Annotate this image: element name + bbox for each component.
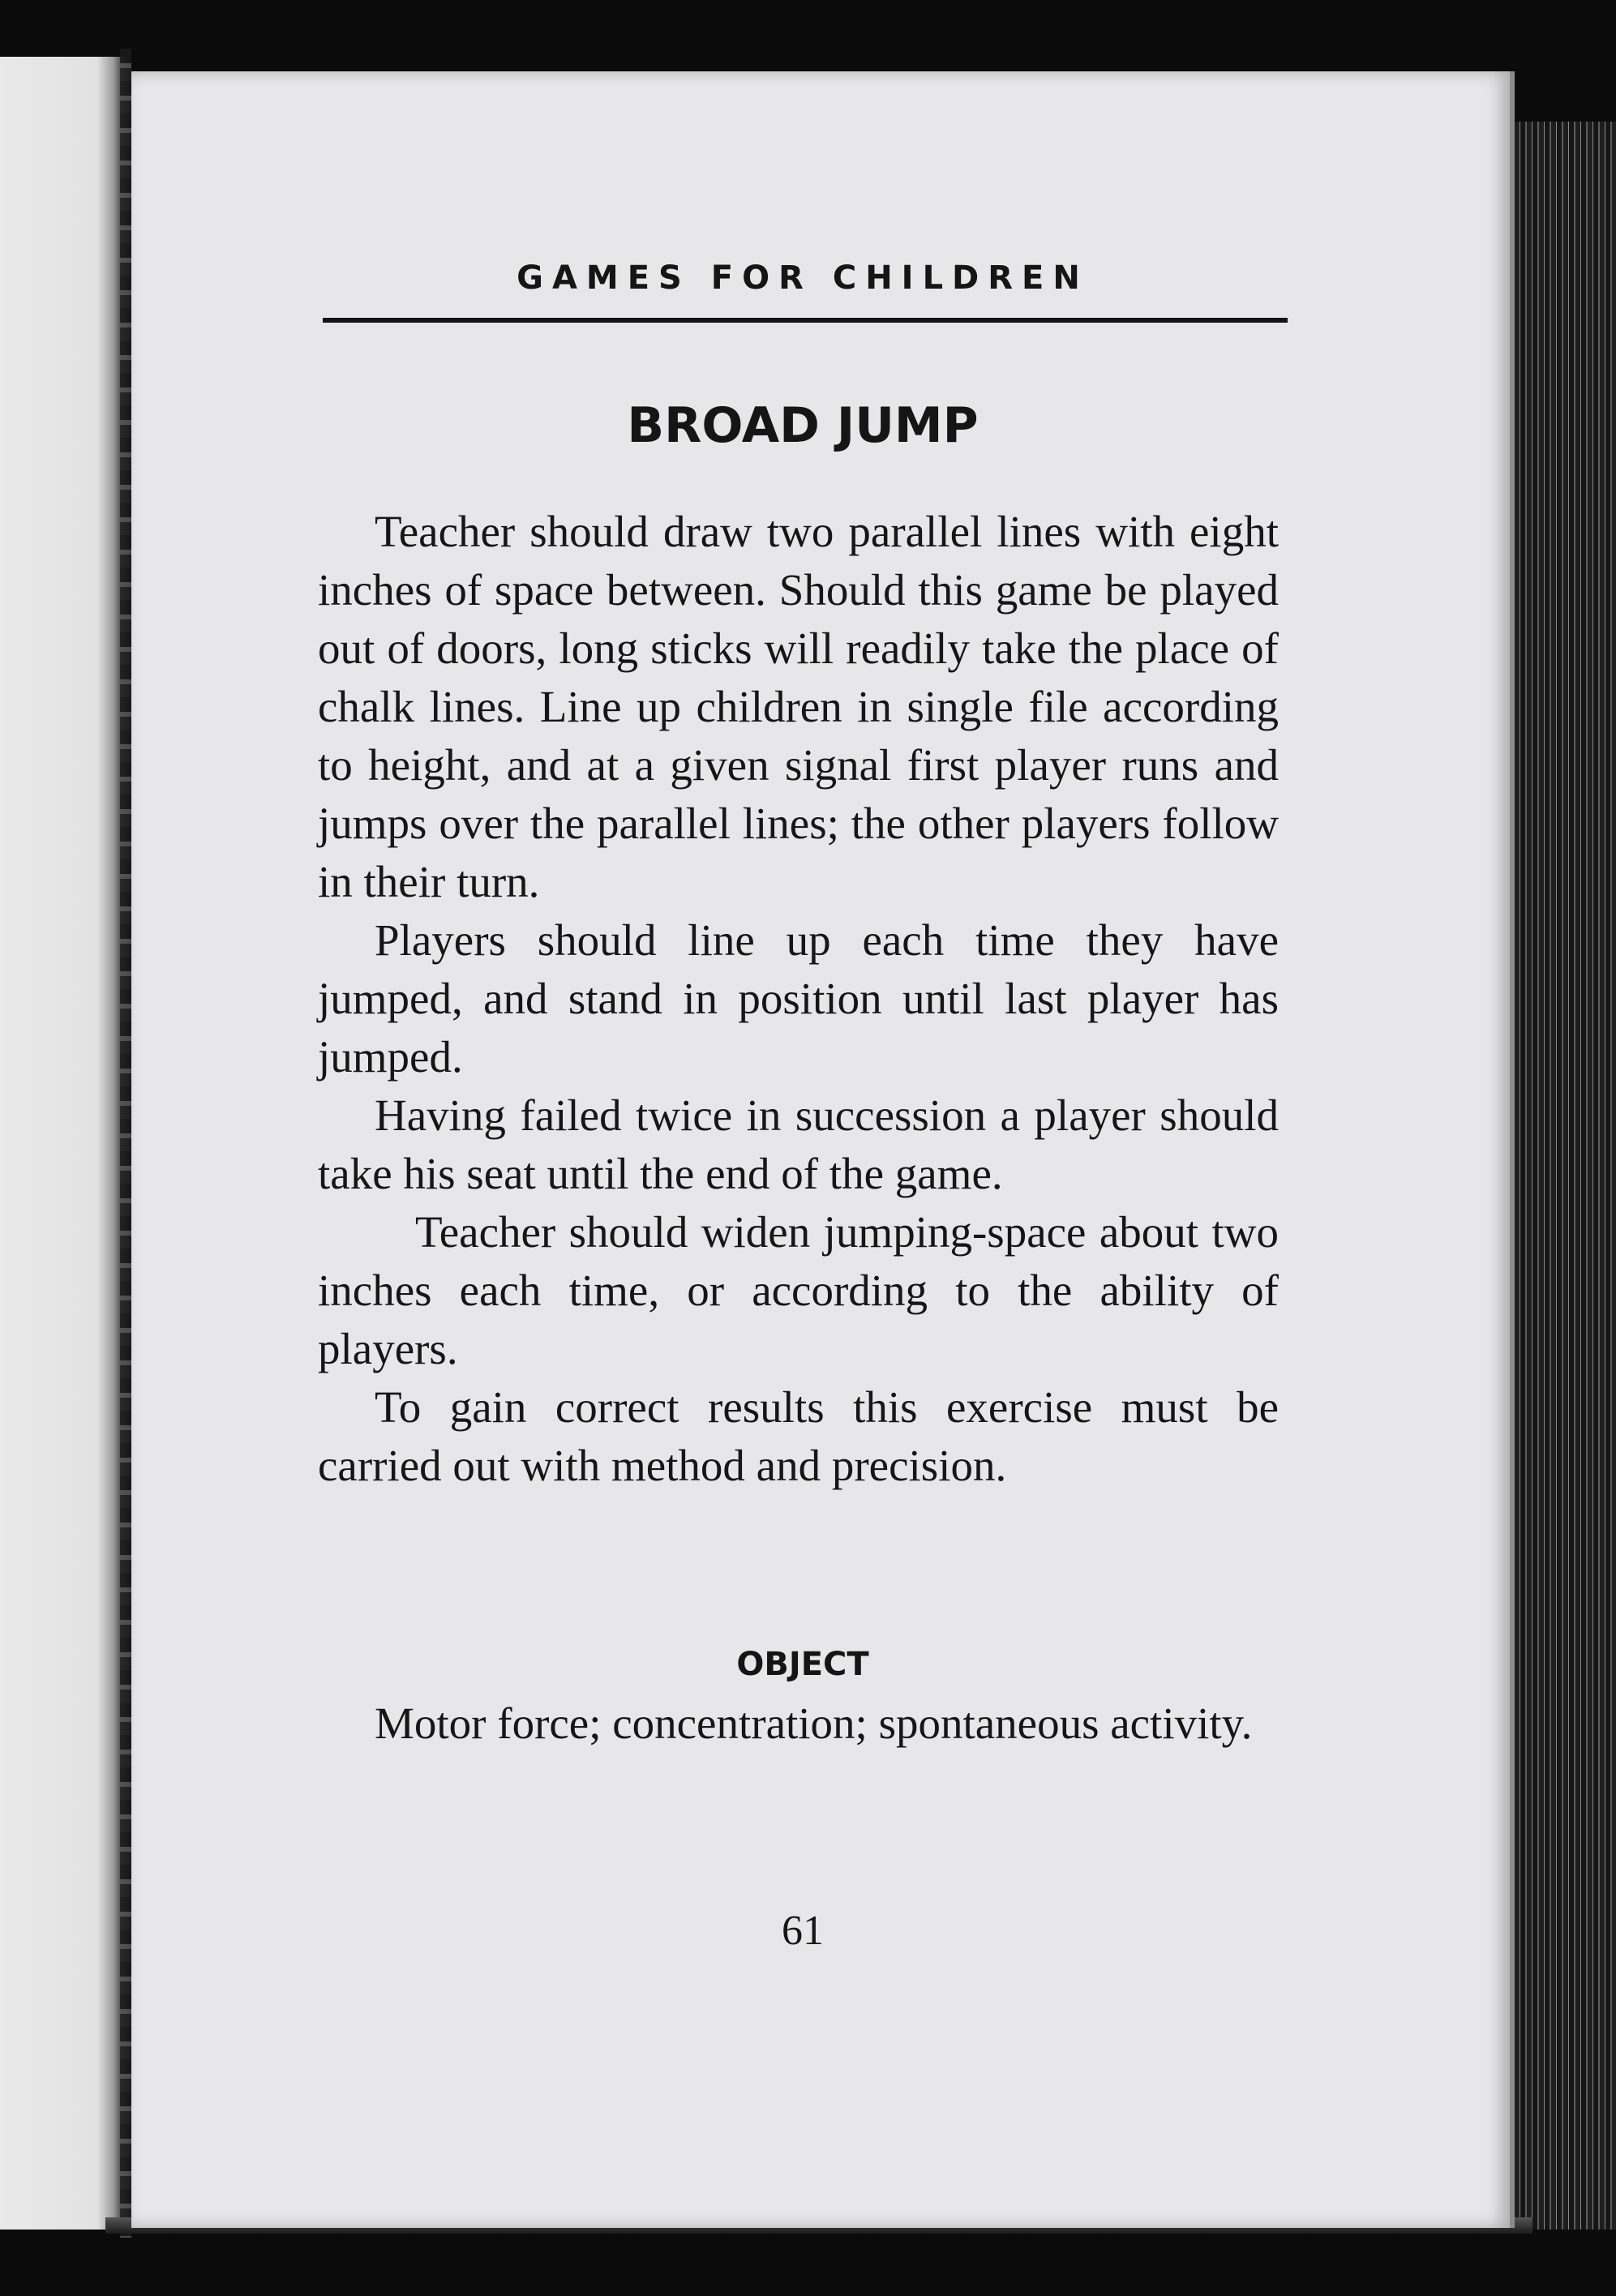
paragraph: Teacher should widen jumping-space about two inches each time, or according to the ability of players.: [318, 1207, 1279, 1373]
paragraph: Having failed twice in succession a player should take his seat until the end of the game.: [318, 1090, 1279, 1198]
book-spine: [120, 49, 131, 2238]
paragraph: Teacher should draw two parallel lines with eight inches of space between. Should this game be played out of doors, long sticks will readily take the place of chalk lines. Line up children in single file according to height, and at a given signal first player runs and jumps over the parallel lines; the other players follow in their turn.: [318, 507, 1279, 906]
page-number: 61: [782, 1908, 824, 1954]
running-head: GAMES FOR CHILDREN: [517, 259, 1089, 297]
object-heading: OBJECT: [736, 1646, 869, 1683]
body-text: [318, 503, 1279, 1495]
paragraph: Players should line up each time they have jumped, and stand in position until last player has jumped.: [318, 915, 1279, 1082]
previous-page-edge: [0, 57, 130, 2230]
header-rule: [323, 318, 1288, 323]
paragraph: To gain correct results this exercise must be carried out with method and precision.: [318, 1382, 1279, 1490]
section-title: BROAD JUMP: [627, 397, 979, 454]
object-text: Motor force; concentration; spontaneous activity.: [375, 1698, 1253, 1748]
